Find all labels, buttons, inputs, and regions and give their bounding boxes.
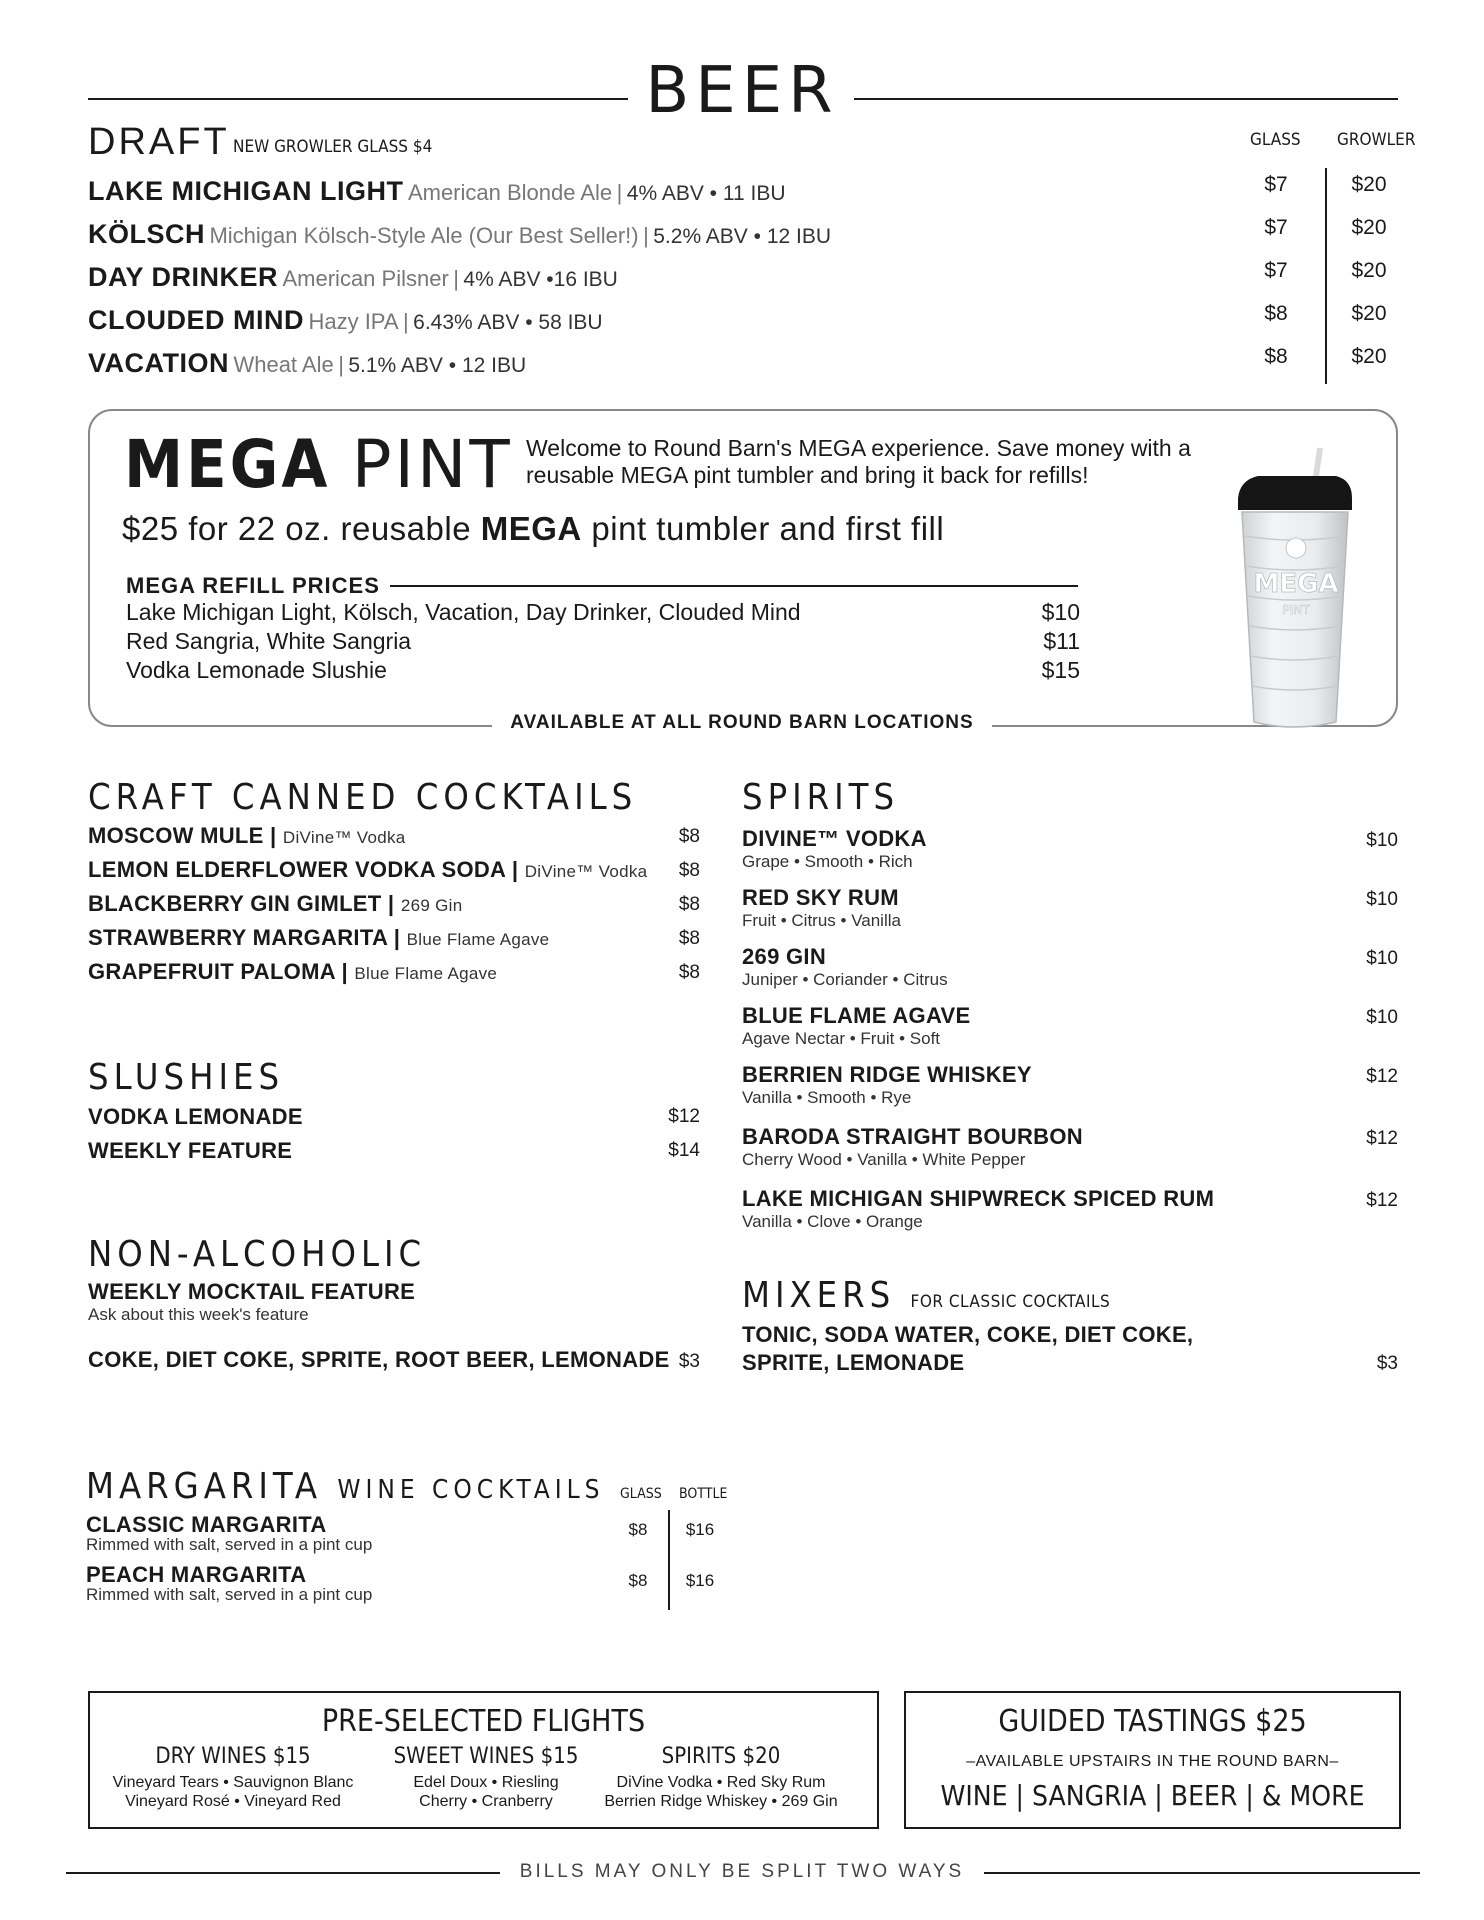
draft-beer-separator: | bbox=[643, 223, 649, 248]
draft-beer-separator: | bbox=[338, 352, 344, 377]
draft-beer-row bbox=[88, 215, 831, 253]
margarita-name: PEACH MARGARITA bbox=[86, 1562, 307, 1587]
spirits-title: SPIRITS bbox=[742, 777, 900, 818]
mocktail-desc: Ask about this week's feature bbox=[88, 1305, 309, 1324]
spirit-tasting-notes: Fruit • Citrus • Vanilla bbox=[742, 911, 901, 930]
draft-growler-price: $20 bbox=[1351, 173, 1387, 196]
draft-growler-price: $20 bbox=[1351, 302, 1387, 325]
sodas-price: $3 bbox=[678, 1351, 700, 1372]
draft-glass-price: $7 bbox=[1264, 173, 1288, 196]
mega-welcome-text: Welcome to Round Barn's MEGA experience. Save money with a reusable MEGA pint tumbler and bring it back for refills! bbox=[526, 435, 1191, 488]
mixers-title-text: MIXERS bbox=[742, 1275, 896, 1316]
draft-beer-style: American Blonde Ale bbox=[407, 180, 613, 205]
draft-beer-abv: 4% ABV • 11 IBU bbox=[626, 182, 786, 205]
flight-group-line: Berrien Ridge Whiskey • 269 Gin bbox=[604, 1793, 838, 1810]
canned-cocktail-price: $8 bbox=[678, 928, 700, 949]
flight-group-title: DRY WINES $15 bbox=[155, 1744, 311, 1769]
refill-item: Lake Michigan Light, Kölsch, Vacation, Day Drinker, Clouded Mind bbox=[126, 599, 801, 625]
spirit-name: LAKE MICHIGAN SHIPWRECK SPICED RUM bbox=[742, 1186, 1215, 1211]
refill-item: Red Sangria, White Sangria bbox=[126, 628, 412, 654]
spirit-tasting-notes: Vanilla • Clove • Orange bbox=[742, 1212, 923, 1231]
canned-cocktail-price: $8 bbox=[678, 962, 700, 983]
canned-cocktail-name bbox=[88, 890, 462, 920]
draft-beer-row bbox=[88, 172, 786, 210]
flight-group-line: Cherry • Cranberry bbox=[419, 1793, 553, 1810]
mega-available-text: AVAILABLE AT ALL ROUND BARN LOCATIONS bbox=[492, 712, 991, 733]
margarita-col-glass: GLASS bbox=[620, 1486, 662, 1502]
margarita-bottle-price: $16 bbox=[685, 1571, 715, 1590]
draft-price-divider bbox=[1325, 168, 1327, 384]
canned-cocktail-spirit: Blue Flame Agave bbox=[354, 964, 498, 983]
tumbler-label-bottom: PINT bbox=[1282, 603, 1310, 617]
spirit-name: RED SKY RUM bbox=[742, 885, 899, 910]
canned-cocktail-name bbox=[88, 822, 406, 852]
draft-beer-style: Michigan Kölsch-Style Ale (Our Best Seller!) bbox=[209, 223, 639, 248]
spirit-price: $12 bbox=[1366, 1190, 1398, 1211]
mega-offer-pre: $25 for 22 oz. reusable bbox=[122, 510, 481, 547]
canned-cocktail-name bbox=[88, 958, 497, 988]
mega-title-bold: MEGA bbox=[124, 426, 331, 503]
canned-cocktail-name bbox=[88, 856, 647, 886]
draft-beer-row bbox=[88, 301, 603, 339]
refill-item: Vodka Lemonade Slushie bbox=[126, 657, 387, 683]
margarita-name: CLASSIC MARGARITA bbox=[86, 1512, 327, 1537]
slushie-name: WEEKLY FEATURE bbox=[88, 1138, 293, 1163]
draft-beer-abv: 6.43% ABV • 58 IBU bbox=[413, 311, 603, 334]
spirit-tasting-notes: Vanilla • Smooth • Rye bbox=[742, 1088, 912, 1107]
canned-cocktail-price: $8 bbox=[678, 826, 700, 847]
draft-heading: DRAFT bbox=[88, 121, 230, 163]
spirit-name: BLUE FLAME AGAVE bbox=[742, 1003, 971, 1028]
margarita-title-text: MARGARITA bbox=[86, 1466, 323, 1507]
draft-beer-abv: 4% ABV •16 IBU bbox=[463, 268, 618, 291]
footer-note bbox=[0, 1860, 1484, 1884]
draft-beer-row bbox=[88, 258, 618, 296]
sodas-list: COKE, DIET COKE, SPRITE, ROOT BEER, LEMONADE bbox=[88, 1347, 670, 1372]
canned-cocktail-spirit: 269 Gin bbox=[400, 896, 463, 915]
canned-cocktail-title: STRAWBERRY MARGARITA | bbox=[88, 925, 401, 950]
draft-beer-style: Wheat Ale bbox=[233, 352, 334, 377]
spirit-tasting-notes: Juniper • Coriander • Citrus bbox=[742, 970, 948, 989]
refill-heading: MEGA REFILL PRICES bbox=[126, 572, 390, 600]
draft-beer-separator: | bbox=[453, 266, 459, 291]
slushies-title: SLUSHIES bbox=[88, 1057, 285, 1098]
margarita-title bbox=[86, 1466, 605, 1511]
flights-title: PRE-SELECTED FLIGHTS bbox=[321, 1704, 646, 1739]
tastings-list: WINE | SANGRIA | BEER | & MORE bbox=[940, 1779, 1365, 1812]
tastings-available: –AVAILABLE UPSTAIRS IN THE ROUND BARN– bbox=[966, 1753, 1339, 1770]
mixers-title bbox=[742, 1275, 1110, 1323]
mega-pint-title bbox=[124, 428, 513, 501]
canned-cocktail-title: MOSCOW MULE | bbox=[88, 823, 277, 848]
margarita-glass-price: $8 bbox=[628, 1571, 648, 1590]
flight-group-line: Vineyard Rosé • Vineyard Red bbox=[125, 1793, 341, 1810]
margarita-col-bottle: BOTTLE bbox=[679, 1486, 728, 1502]
canned-cocktail-title: GRAPEFRUIT PALOMA | bbox=[88, 959, 348, 984]
mixers-line: TONIC, SODA WATER, COKE, DIET COKE, bbox=[742, 1322, 1194, 1347]
slushie-price: $14 bbox=[668, 1140, 700, 1161]
spirit-name: 269 GIN bbox=[742, 944, 827, 969]
draft-growler-price: $20 bbox=[1351, 345, 1387, 368]
canned-cocktail-spirit: DiVine™ Vodka bbox=[282, 828, 406, 847]
draft-beer-name: CLOUDED MIND bbox=[88, 305, 304, 335]
spirit-price: $10 bbox=[1366, 889, 1398, 910]
tastings-title: GUIDED TASTINGS $25 bbox=[998, 1704, 1307, 1739]
canned-cocktail-spirit: Blue Flame Agave bbox=[406, 930, 550, 949]
draft-beer-name: KÖLSCH bbox=[88, 219, 205, 249]
mega-offer-bold: MEGA bbox=[480, 510, 582, 547]
margarita-price-divider bbox=[668, 1510, 670, 1610]
canned-cocktail-name bbox=[88, 924, 549, 954]
draft-glass-price: $8 bbox=[1264, 302, 1288, 325]
spirit-name: BARODA STRAIGHT BOURBON bbox=[742, 1124, 1083, 1149]
refill-price: $15 bbox=[1041, 657, 1080, 683]
draft-beer-style: American Pilsner bbox=[282, 266, 449, 291]
mega-tumbler-image bbox=[1228, 440, 1358, 740]
spirit-price: $12 bbox=[1366, 1128, 1398, 1149]
draft-col-glass: GLASS bbox=[1250, 130, 1301, 150]
canned-cocktail-price: $8 bbox=[678, 894, 700, 915]
spirit-tasting-notes: Grape • Smooth • Rich bbox=[742, 852, 913, 871]
draft-beer-abv: 5.1% ABV • 12 IBU bbox=[348, 354, 527, 377]
canned-cocktail-title: BLACKBERRY GIN GIMLET | bbox=[88, 891, 395, 916]
draft-growler-price: $20 bbox=[1351, 216, 1387, 239]
flight-group-line: Vineyard Tears • Sauvignon Blanc bbox=[112, 1774, 354, 1791]
draft-subheading: NEW GROWLER GLASS $4 bbox=[233, 137, 433, 157]
mixers-subtitle: FOR CLASSIC COCKTAILS bbox=[910, 1292, 1111, 1312]
margarita-desc: Rimmed with salt, served in a pint cup bbox=[86, 1535, 373, 1554]
draft-beer-style: Hazy IPA bbox=[308, 309, 399, 334]
spirit-price: $12 bbox=[1366, 1066, 1398, 1087]
flight-group-title: SPIRITS $20 bbox=[661, 1744, 781, 1769]
draft-glass-price: $8 bbox=[1264, 345, 1288, 368]
flight-group-line: DiVine Vodka • Red Sky Rum bbox=[616, 1774, 826, 1791]
flight-group-line: Edel Doux • Riesling bbox=[413, 1774, 559, 1791]
flight-group-title: SWEET WINES $15 bbox=[393, 1744, 579, 1769]
draft-glass-price: $7 bbox=[1264, 216, 1288, 239]
non-alcoholic-title: NON-ALCOHOLIC bbox=[88, 1234, 427, 1275]
slushie-price: $12 bbox=[668, 1106, 700, 1127]
margarita-bottle-price: $16 bbox=[685, 1520, 715, 1539]
draft-glass-price: $7 bbox=[1264, 259, 1288, 282]
margarita-glass-price: $8 bbox=[628, 1520, 648, 1539]
footer-text: BILLS MAY ONLY BE SPLIT TWO WAYS bbox=[500, 1861, 984, 1882]
refill-price: $10 bbox=[1041, 599, 1080, 625]
spirit-name: BERRIEN RIDGE WHISKEY bbox=[742, 1062, 1032, 1087]
spirit-tasting-notes: Agave Nectar • Fruit • Soft bbox=[742, 1029, 941, 1048]
mega-offer bbox=[122, 508, 944, 550]
draft-beer-abv: 5.2% ABV • 12 IBU bbox=[653, 225, 832, 248]
draft-beer-name: LAKE MICHIGAN LIGHT bbox=[88, 176, 404, 206]
mega-offer-post: pint tumbler and first fill bbox=[581, 510, 945, 547]
spirit-name: DIVINE™ VODKA bbox=[742, 826, 927, 851]
spirit-price: $10 bbox=[1366, 948, 1398, 969]
mixers-price: $3 bbox=[1376, 1353, 1398, 1374]
canned-cocktail-title: LEMON ELDERFLOWER VODKA SODA | bbox=[88, 857, 519, 882]
refill-price: $11 bbox=[1043, 628, 1080, 654]
draft-beer-name: DAY DRINKER bbox=[88, 262, 279, 292]
beer-title: BEER bbox=[645, 54, 839, 128]
canned-cocktail-spirit: DiVine™ Vodka bbox=[524, 862, 648, 881]
margarita-desc: Rimmed with salt, served in a pint cup bbox=[86, 1585, 373, 1604]
spirit-price: $10 bbox=[1366, 830, 1398, 851]
mixers-line: SPRITE, LEMONADE bbox=[742, 1350, 965, 1375]
slushie-name: VODKA LEMONADE bbox=[88, 1104, 303, 1129]
draft-beer-row bbox=[88, 344, 526, 382]
margarita-subtitle: WINE COCKTAILS bbox=[337, 1475, 605, 1505]
mocktail-name: WEEKLY MOCKTAIL FEATURE bbox=[88, 1279, 416, 1304]
draft-growler-price: $20 bbox=[1351, 259, 1387, 282]
draft-beer-separator: | bbox=[402, 309, 409, 334]
spirit-tasting-notes: Cherry Wood • Vanilla • White Pepper bbox=[742, 1150, 1026, 1169]
draft-beer-separator: | bbox=[616, 180, 623, 205]
spirit-price: $10 bbox=[1366, 1007, 1398, 1028]
tumbler-label-top: MEGA bbox=[1253, 569, 1339, 599]
canned-cocktail-price: $8 bbox=[678, 860, 700, 881]
draft-beer-name: VACATION bbox=[88, 348, 229, 378]
canned-cocktails-title: CRAFT CANNED COCKTAILS bbox=[88, 777, 638, 818]
mega-title-light: PINT bbox=[351, 426, 513, 503]
draft-col-growler: GROWLER bbox=[1337, 130, 1416, 150]
